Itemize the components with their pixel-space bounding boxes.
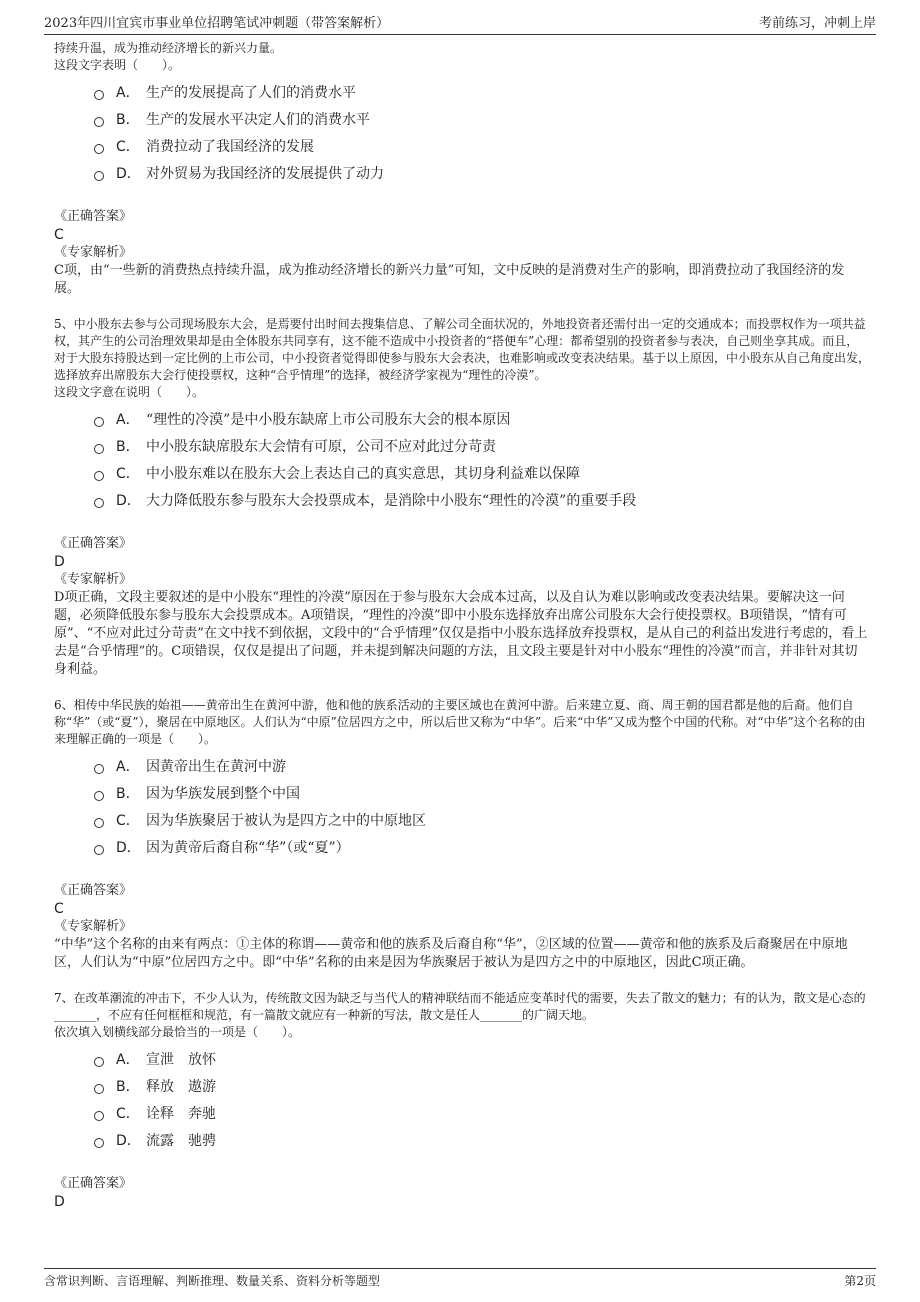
option-c[interactable]: C． 中小股东难以在股东大会上表达自己的真实意思，其切身利益难以保障 xyxy=(94,459,870,486)
option-c[interactable]: C． 因为华族聚居于被认为是四方之中的中原地区 xyxy=(94,806,870,833)
question-text: 7、在改革潮流的冲击下，不少人认为，传统散文因为缺乏与当代人的精神联结而不能适应变革时代的需要，失去了散文的魅力；有的认为，散文是心态的_______，不应有任何框框和规范，有一篇散文就应有一种新的写法，散文是任人_______的广阔天地。 xyxy=(54,991,866,1022)
header-slogan: 考前练习，冲刺上岸 xyxy=(758,15,876,31)
radio-icon[interactable] xyxy=(94,791,104,801)
footer-description: 含常识判断、言语理解、判断推理、数量关系、资料分析等题型 xyxy=(44,1273,381,1288)
page-footer xyxy=(44,1268,876,1291)
page-header xyxy=(44,8,876,35)
answer-label: 《正确答案》 xyxy=(54,209,133,224)
page-content xyxy=(54,40,870,1211)
option-d[interactable]: D． 流露 驰骋 xyxy=(94,1126,870,1153)
option-b[interactable]: B． 释放 遨游 xyxy=(94,1072,870,1099)
question-7 xyxy=(54,990,870,1211)
question-5 xyxy=(54,316,870,679)
radio-icon[interactable] xyxy=(94,144,104,154)
option-a[interactable]: A． 宣泄 放怀 xyxy=(94,1045,870,1072)
question-text: 6、相传中华民族的始祖——黄帝出生在黄河中游，他和他的族系活动的主要区域也在黄河中游。后来建立夏、商、周王朝的国君都是他的后裔。他们自称“华”（或“夏”），聚居在中原地区。人们认为“中原”位居四方之中，所以后世又称为“中华”。后来“中华”又成为整个中国的代称。对“中华”这个名称的由来理解正确的一项是（ ）。 xyxy=(54,698,866,746)
option-b[interactable]: B． 生产的发展水平决定人们的消费水平 xyxy=(94,105,870,132)
page-number: 第2页 xyxy=(844,1273,876,1288)
analysis-label: 《专家解析》 xyxy=(54,919,133,934)
answer-value: C xyxy=(54,901,64,917)
option-b[interactable]: B． 因为华族发展到整个中国 xyxy=(94,779,870,806)
answer-label: 《正确答案》 xyxy=(54,536,133,551)
question-prompt: 这段文字表明（ ）。 xyxy=(54,58,181,72)
radio-icon[interactable] xyxy=(94,444,104,454)
radio-icon[interactable] xyxy=(94,1084,104,1094)
radio-icon[interactable] xyxy=(94,845,104,855)
header-title: 2023年四川宜宾市事业单位招聘笔试冲刺题（带答案解析） xyxy=(44,15,390,31)
radio-icon[interactable] xyxy=(94,171,104,181)
answer-value: C xyxy=(54,227,64,243)
options-list xyxy=(94,752,870,860)
option-d[interactable]: D． 大力降低股东参与股东大会投票成本，是消除中小股东“理性的冷漠”的重要手段 xyxy=(94,486,870,513)
options-list xyxy=(94,405,870,513)
answer-value: D xyxy=(54,1194,65,1210)
radio-icon[interactable] xyxy=(94,117,104,127)
radio-icon[interactable] xyxy=(94,471,104,481)
question-6 xyxy=(54,697,870,972)
analysis-text: C项，由“一些新的消费热点持续升温，成为推动经济增长的新兴力量”可知，文中反映的是消费对生产的影响，即消费拉动了我国经济的发展。 xyxy=(54,263,845,296)
question-4 xyxy=(54,40,870,298)
radio-icon[interactable] xyxy=(94,818,104,828)
analysis-text: “中华”这个名称的由来有两点：①主体的称谓——黄帝和他的族系及后裔自称“华”，②区域的位置——黄帝和他的族系及后裔聚居在中原地区，人们认为“中原”位居四方之中。即“中华”名称的由来是因为华族聚居于被认为是四方之中的中原地区，因此C项正确。 xyxy=(54,937,848,970)
option-b[interactable]: B． 中小股东缺席股东大会情有可原，公司不应对此过分苛责 xyxy=(94,432,870,459)
answer-value: D xyxy=(54,554,65,570)
analysis-text: D项正确，文段主要叙述的是中小股东“理性的冷漠”原因在于参与股东大会成本过高，以及自认为难以影响或改变表决结果。要解决这一问题，必须降低股东参与股东大会投票成本。A项错误，“理性的冷漠”即中小股东选择放弃出席公司股东大会行使投票权。B项错误，“情有可原”、“不应对此过分苛责”在文中找不到依据，文段中的“合乎情理”仅仅是指中小股东选择放弃投票权，是从自己的利益出发进行考虑的，看上去是“合乎情理”的。C项错误，仅仅是提出了问题，并未提到解决问题的方法，且文段主要是针对中小股东“理性的冷漠”而言，并非针对其切身利益。 xyxy=(54,590,868,677)
option-d[interactable]: D． 对外贸易为我国经济的发展提供了动力 xyxy=(94,159,870,186)
radio-icon[interactable] xyxy=(94,1111,104,1121)
radio-icon[interactable] xyxy=(94,1057,104,1067)
radio-icon[interactable] xyxy=(94,1138,104,1148)
question-prompt: 依次填入划横线部分最恰当的一项是（ ）。 xyxy=(54,1025,301,1039)
question-text-line: 持续升温，成为推动经济增长的新兴力量。 xyxy=(54,41,283,55)
analysis-label: 《专家解析》 xyxy=(54,245,133,260)
option-c[interactable]: C． 诠释 奔驰 xyxy=(94,1099,870,1126)
option-a[interactable]: A． 因黄帝出生在黄河中游 xyxy=(94,752,870,779)
option-a[interactable]: A． 生产的发展提高了人们的消费水平 xyxy=(94,78,870,105)
radio-icon[interactable] xyxy=(94,498,104,508)
analysis-label: 《专家解析》 xyxy=(54,572,133,587)
options-list xyxy=(94,1045,870,1153)
option-c[interactable]: C． 消费拉动了我国经济的发展 xyxy=(94,132,870,159)
radio-icon[interactable] xyxy=(94,90,104,100)
question-prompt: 这段文字意在说明（ ）。 xyxy=(54,385,205,399)
option-a[interactable]: A． “理性的冷漠”是中小股东缺席上市公司股东大会的根本原因 xyxy=(94,405,870,432)
question-text: 5、中小股东去参与公司现场股东大会，是焉要付出时间去搜集信息、了解公司全面状况的，外地投资者还需付出一定的交通成本；而投票权作为一项共益权，其产生的公司治理效果却是由全体股东共同享有，这不能不造成中小投资者的“搭便车”心理：都希望别的投资者参与表决，自己则坐享其成。而且，对于大股东持股达到一定比例的上市公司，中小投资者觉得即使参与股东大会表决，也难影响或改变表决结果。基于以上原因，中小股东从自己角度出发，选择放弃出席股东大会行使投票权，这种“合乎情理”的选择，被经济学家视为“理性的冷漠”。 xyxy=(54,317,871,382)
answer-label: 《正确答案》 xyxy=(54,883,133,898)
option-d[interactable]: D． 因为黄帝后裔自称“华”（或“夏”） xyxy=(94,833,870,860)
radio-icon[interactable] xyxy=(94,764,104,774)
radio-icon[interactable] xyxy=(94,417,104,427)
answer-label: 《正确答案》 xyxy=(54,1176,133,1191)
options-list xyxy=(94,78,870,186)
